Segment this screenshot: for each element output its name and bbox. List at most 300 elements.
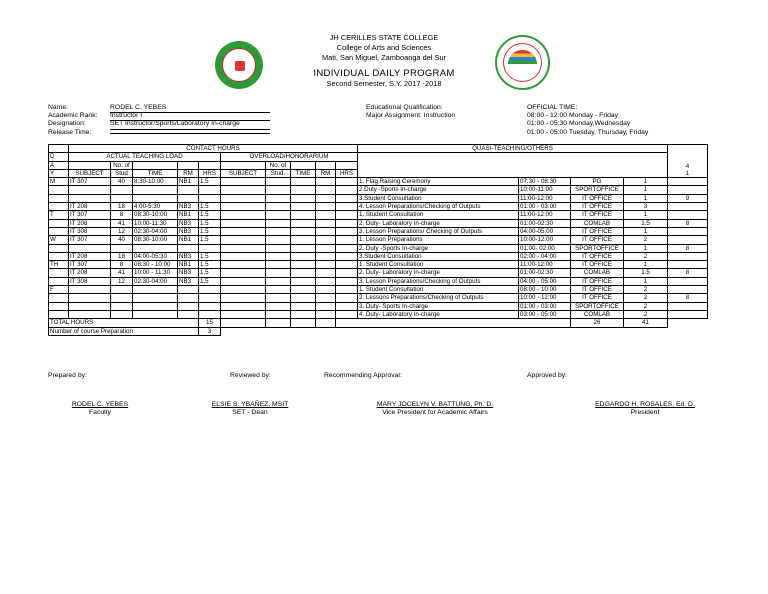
students-cell: 8: [111, 261, 133, 269]
activity-room-cell: IT OFFICE: [571, 227, 624, 235]
overload-cell: [291, 269, 316, 277]
overload-cell: [266, 203, 291, 211]
overload-cell: [221, 269, 266, 277]
overload-cell: [266, 294, 291, 302]
official-time-label: OFFICIAL TIME:: [527, 104, 578, 111]
activity-cell: 3.Student Consultation: [358, 252, 519, 260]
overload-cell: [221, 310, 266, 318]
table-row: [49, 286, 708, 294]
overload-cell: [316, 211, 336, 219]
overload-cell: [336, 294, 358, 302]
total-daily-cell: [668, 178, 708, 186]
time-cell: 02:30-04:00: [133, 227, 178, 235]
time-cell: [133, 186, 178, 194]
overload-cell: [221, 244, 266, 252]
subject-cell: IT 208: [69, 269, 111, 277]
total-daily-hours: 41: [624, 319, 668, 327]
overload-cell: [266, 227, 291, 235]
students-cell: [111, 286, 133, 294]
overload-cell: [291, 302, 316, 310]
table-row: [49, 252, 708, 260]
students-cell: 18: [111, 203, 133, 211]
overload-cell: [266, 286, 291, 294]
signatory-title: Vice President for Academic Affairs: [382, 409, 488, 416]
subject-cell: IT 308: [69, 277, 111, 285]
table-row: [49, 194, 708, 202]
overload-cell: [221, 194, 266, 202]
subject-cell: IT 208: [69, 252, 111, 260]
activity-cell: 3.Student Consultation: [358, 194, 519, 202]
overload-cell: [336, 194, 358, 202]
time-cell: 4:00-5:30: [133, 203, 178, 211]
activity-hours-cell: 1: [624, 227, 668, 235]
signatory-president: [570, 401, 720, 417]
faculty-info: [48, 104, 270, 137]
signatory-title: President: [630, 409, 660, 416]
activity-room-cell: IT OFFICE: [571, 294, 624, 302]
empty-cell: [266, 319, 291, 327]
activity-hours-cell: 1.5: [624, 219, 668, 227]
overload-cell: [336, 252, 358, 260]
day-cell: [49, 294, 69, 302]
activity-time-cell: 01:00 - 03:00: [519, 302, 571, 310]
signatory-name: RODEL C. YEBES: [71, 401, 129, 408]
overload-cell: [291, 194, 316, 202]
activity-hours-cell: 1: [624, 194, 668, 202]
overload-cell: [336, 203, 358, 211]
activity-room-cell: IT OFFICE: [571, 261, 624, 269]
time-cell: [133, 194, 178, 202]
overload-cell: [316, 227, 336, 235]
activity-cell: 2. Duty- Laboratory In-charge: [358, 269, 519, 277]
no-of-label: No. of: [111, 161, 133, 169]
total-daily-cell: [668, 302, 708, 310]
signatory-faculty: [40, 401, 160, 417]
activity-hours-cell: 2: [624, 252, 668, 260]
name-value: RODEL C. YEBES: [110, 104, 270, 113]
activity-time-cell: 04:00 - 05:00: [519, 277, 571, 285]
hours-cell: [199, 186, 221, 194]
subject-cell: IT 307: [69, 261, 111, 269]
total-hours-value: 15: [199, 319, 221, 327]
rank-value: Instructor I: [110, 112, 270, 121]
overload-cell: [266, 178, 291, 186]
time-cell: 08:30 - 10:00: [133, 261, 178, 269]
subject-cell: [69, 286, 111, 294]
activity-hours-cell: 3: [624, 203, 668, 211]
overload-cell: [336, 286, 358, 294]
activity-room-cell: SPORTOFFICE: [571, 186, 624, 194]
room-cell: [178, 186, 199, 194]
time-cell: 08:30-10:00: [133, 211, 178, 219]
activity-time-cell: 07:30 - 08:30: [519, 178, 571, 186]
day-cell: F: [49, 286, 69, 294]
room-cell: NB1: [178, 236, 199, 244]
overload-cell: [336, 302, 358, 310]
total-daily-cell: 8: [668, 244, 708, 252]
students-cell: [111, 186, 133, 194]
course-preparation-label: Number of course Preparation: [49, 327, 199, 335]
room-cell: NB3: [178, 203, 199, 211]
day-cell: [49, 186, 69, 194]
overload-cell: [336, 269, 358, 277]
activity-room-cell: IT OFFICE: [571, 277, 624, 285]
activity-hours-cell: 1: [624, 261, 668, 269]
signatory-title: SET - Dean: [232, 409, 268, 416]
prepared-label: Prepared by:: [48, 372, 87, 379]
activity-time-cell: 11:00-12:00: [519, 261, 571, 269]
students-cell: 8: [111, 211, 133, 219]
room-cell: NB1: [178, 178, 199, 186]
students-cell: 12: [111, 277, 133, 285]
overload-cell: [266, 211, 291, 219]
overload-cell: [316, 286, 336, 294]
time-header: TIME: [133, 169, 178, 177]
day-cell: [49, 194, 69, 202]
overload-cell: [291, 310, 316, 318]
hours-cell: [199, 194, 221, 202]
activity-cell: 1. Student Consultation: [358, 286, 519, 294]
total-daily-hours-header: 4 1: [668, 145, 708, 178]
signatory-vpaa: [345, 401, 525, 417]
ol-hrs-header: HRS: [336, 169, 358, 177]
subject-cell: IT 308: [69, 227, 111, 235]
activity-cell: 3. Lesson Preparations/Checking of Outputs: [358, 277, 519, 285]
table-row: [49, 203, 708, 211]
table-row: [49, 277, 708, 285]
table-row: [49, 211, 708, 219]
activity-hours-cell: 1: [624, 186, 668, 194]
total-daily-cell: 8: [668, 294, 708, 302]
total-daily-cell: [668, 286, 708, 294]
overload-cell: [336, 244, 358, 252]
hours-cell: 1.5: [199, 178, 221, 186]
total-daily-cell: [668, 236, 708, 244]
overload-cell: [221, 178, 266, 186]
signatory-title: Faculty: [89, 409, 111, 416]
activity-time-cell: 08:00 - 10:00: [519, 286, 571, 294]
course-preparation-value: 3: [199, 327, 221, 335]
subject-cell: [69, 310, 111, 318]
total-daily-cell: [668, 277, 708, 285]
activity-room-cell: IT OFFICE: [571, 286, 624, 294]
subject-cell: IT 307: [69, 236, 111, 244]
contact-hours-header: CONTACT HOURS: [69, 145, 358, 153]
activity-cell: 4. Lesson Preparations/Checking of Outputs: [358, 203, 519, 211]
activity-hours-cell: 1.5: [624, 269, 668, 277]
day-cell: [49, 302, 69, 310]
time-cell: 02:30-04:00: [133, 277, 178, 285]
overload-cell: [221, 236, 266, 244]
activity-cell: 2. Duty -Sports In-charge: [358, 244, 519, 252]
hours-cell: 1.5: [199, 219, 221, 227]
hours-cell: [199, 294, 221, 302]
room-cell: [178, 194, 199, 202]
table-row: [49, 219, 708, 227]
activity-cell: 4. Duty- Laboratory In-charge: [358, 310, 519, 318]
time-cell: [133, 294, 178, 302]
hours-cell: [199, 302, 221, 310]
activity-hours-cell: 2: [624, 286, 668, 294]
room-cell: [178, 310, 199, 318]
college-name: College of Arts and Sciences: [336, 43, 432, 52]
students-cell: [111, 244, 133, 252]
hrs-header: HRS: [199, 169, 221, 177]
table-row: [49, 261, 708, 269]
total-daily-cell: 9: [668, 194, 708, 202]
overload-cell: [221, 219, 266, 227]
students-cell: [111, 310, 133, 318]
overload-cell: [336, 277, 358, 285]
day-cell: [49, 203, 69, 211]
overload-cell: [316, 294, 336, 302]
name-label: Name:: [48, 104, 69, 111]
total-hours-label: TOTAL HOURS: [49, 319, 199, 327]
total-daily-cell: [668, 310, 708, 318]
overload-cell: [266, 194, 291, 202]
hours-cell: 1.5: [199, 261, 221, 269]
qualification-info: [366, 104, 455, 120]
overload-cell: [316, 302, 336, 310]
activity-cell: 3. Lesson Preparations/ Checking of Outputs: [358, 227, 519, 235]
activity-cell: 1. Lesson Preparations: [358, 236, 519, 244]
hours-cell: 1.5: [199, 236, 221, 244]
total-daily-cell: [668, 261, 708, 269]
activity-hours-cell: 2: [624, 294, 668, 302]
overload-cell: [291, 219, 316, 227]
school-address: Mati, San Miguel, Zamboanga del Sur: [321, 53, 447, 62]
subject-cell: IT 208: [69, 203, 111, 211]
overload-cell: [221, 277, 266, 285]
table-row: [49, 244, 708, 252]
time-cell: 10:00 - 11:30: [133, 269, 178, 277]
day-cell: [49, 310, 69, 318]
table-row: [49, 269, 708, 277]
students-cell: 40: [111, 178, 133, 186]
activity-hours-cell: 1: [624, 244, 668, 252]
activity-time-cell: 10:00-12:00: [519, 236, 571, 244]
activity-time-cell: 03:00 - 05:00: [519, 310, 571, 318]
overload-cell: [316, 310, 336, 318]
empty-cell: [336, 319, 571, 327]
subject-cell: [69, 294, 111, 302]
overload-cell: [316, 219, 336, 227]
activity-time-cell: 01:00-02:30: [519, 269, 571, 277]
students-cell: 40: [111, 236, 133, 244]
students-cell: 18: [111, 252, 133, 260]
overload-cell: [291, 178, 316, 186]
stud-header: Stud: [111, 169, 133, 177]
overload-cell: [221, 186, 266, 194]
total-daily-cell: [668, 211, 708, 219]
designation-label: Designation:: [48, 120, 86, 128]
quasi-teaching-header: QUASI-TEACHING/OTHERS: [358, 145, 668, 153]
total-daily-cell: [668, 186, 708, 194]
students-cell: [111, 294, 133, 302]
activity-cell: 2. Duty- Laboratory In-charge: [358, 219, 519, 227]
activity-hours-cell: 2: [624, 310, 668, 318]
major-label: Major Assignment: Instruction: [366, 112, 456, 120]
overload-cell: [291, 227, 316, 235]
overload-cell: [291, 252, 316, 260]
activity-room-cell: IT OFFICE: [571, 252, 624, 260]
hours-cell: 1.5: [199, 211, 221, 219]
hours-cell: 1.5: [199, 227, 221, 235]
activity-cell: 2.Duty -Sports In-charge: [358, 186, 519, 194]
time-cell: 10:00-11:30: [133, 219, 178, 227]
room-cell: [178, 294, 199, 302]
document-header: [0, 33, 768, 89]
activity-time-cell: 11:00-12:00: [519, 211, 571, 219]
activity-room-cell: COMLAB: [571, 269, 624, 277]
students-cell: 41: [111, 269, 133, 277]
activity-room-cell: IT OFFICE: [571, 203, 624, 211]
activity-hours-cell: 1: [624, 277, 668, 285]
overload-cell: [221, 211, 266, 219]
overload-cell: [266, 186, 291, 194]
recommending-label: Recommending Approval:: [324, 372, 402, 379]
hours-cell: [199, 310, 221, 318]
day-cell: TH: [49, 261, 69, 269]
overload-cell: [336, 227, 358, 235]
overload-cell: [221, 294, 266, 302]
overload-cell: [291, 294, 316, 302]
reviewed-label: Reviewed by:: [230, 372, 271, 379]
room-cell: NB3: [178, 227, 199, 235]
activity-time-cell: 10:00 - 12:00: [519, 294, 571, 302]
overload-cell: [221, 227, 266, 235]
activity-cell: 1. Flag Raising Ceremony: [358, 178, 519, 186]
room-cell: NB1: [178, 261, 199, 269]
activity-room-cell: SPORTOFFICE: [571, 302, 624, 310]
total-daily-cell: [668, 227, 708, 235]
overload-cell: [336, 178, 358, 186]
activity-time-cell: 01:00-02:30: [519, 219, 571, 227]
overload-cell: [221, 252, 266, 260]
overload-cell: [266, 277, 291, 285]
hours-cell: [199, 244, 221, 252]
official-time-3: 01:00 - 05:00 Tuesday, Thursday, Friday: [527, 128, 649, 136]
subject-cell: IT 307: [69, 211, 111, 219]
overload-cell: [266, 269, 291, 277]
overload-cell: [336, 186, 358, 194]
room-cell: NB1: [178, 211, 199, 219]
table-row: [49, 236, 708, 244]
overload-cell: [266, 219, 291, 227]
day-header-y: Y: [49, 169, 69, 177]
program-title: INDIVIDUAL DAILY PROGRAM: [313, 68, 455, 79]
total-daily-cell: 8: [668, 269, 708, 277]
rank-label: Academic Rank:: [48, 112, 98, 120]
room-cell: NB3: [178, 219, 199, 227]
approved-label: Approved by:: [527, 372, 568, 379]
students-cell: 41: [111, 219, 133, 227]
subject-cell: [69, 302, 111, 310]
activity-cell: 1. Student Consultation: [358, 211, 519, 219]
total-daily-cell: 8: [668, 219, 708, 227]
total-quasi-hours: 26: [571, 319, 624, 327]
room-cell: [178, 286, 199, 294]
time-cell: [133, 302, 178, 310]
subject-header: SUBJECT: [69, 169, 111, 177]
day-cell: [49, 277, 69, 285]
overload-cell: [266, 310, 291, 318]
day-cell: [49, 244, 69, 252]
total-daily-cell: [668, 252, 708, 260]
table-row: [49, 178, 708, 186]
designation-value: SET Instructor/Sports/Laboratory In-charge: [110, 120, 270, 129]
subject-cell: [69, 244, 111, 252]
table-row: [49, 302, 708, 310]
activity-time-cell: 01:00 - 03:00: [519, 203, 571, 211]
table-row: [49, 186, 708, 194]
signature-labels: [48, 372, 728, 381]
activity-hours-cell: 2: [624, 236, 668, 244]
day-cell: [49, 227, 69, 235]
students-cell: [111, 194, 133, 202]
room-cell: NB3: [178, 269, 199, 277]
time-cell: [133, 244, 178, 252]
overload-cell: [266, 236, 291, 244]
overload-cell: [316, 252, 336, 260]
hours-cell: 1.5: [199, 269, 221, 277]
day-cell: [49, 269, 69, 277]
hours-cell: 1.5: [199, 252, 221, 260]
room-cell: NB3: [178, 252, 199, 260]
activity-cell: 3. Duty- Sports In-charge: [358, 302, 519, 310]
ol-rm-header: RM: [316, 169, 336, 177]
overload-cell: [336, 236, 358, 244]
official-time-1: 08:00 - 12:00 Monday - Friday: [527, 112, 619, 120]
overload-cell: [221, 286, 266, 294]
hours-cell: 1.5: [199, 277, 221, 285]
schedule-table: [48, 144, 708, 336]
overload-cell: [316, 203, 336, 211]
activity-time-cell: 02:00 - 04:00: [519, 252, 571, 260]
time-cell: 04:00-05:30: [133, 252, 178, 260]
overload-cell: [336, 261, 358, 269]
overload-cell: [291, 244, 316, 252]
course-preparation-row: [49, 327, 708, 335]
table-row: [49, 310, 708, 318]
students-cell: 12: [111, 227, 133, 235]
overload-cell: [316, 261, 336, 269]
overload-cell: [316, 194, 336, 202]
signatory-name: MARY JOCELYN V. BATTUNG, Ph. D.: [376, 401, 494, 408]
overload-cell: [291, 286, 316, 294]
signatory-dean: [180, 401, 320, 417]
room-cell: [178, 244, 199, 252]
table-row: [49, 294, 708, 302]
time-cell: 8:30-10:00: [133, 178, 178, 186]
overload-cell: [291, 203, 316, 211]
overload-cell: [316, 244, 336, 252]
activity-time-cell: 04:00-05:00: [519, 227, 571, 235]
overload-cell: [291, 236, 316, 244]
overload-cell: [266, 252, 291, 260]
activity-room-cell: COMLAB: [571, 310, 624, 318]
day-cell: T: [49, 211, 69, 219]
activity-room-cell: IT OFFICE: [571, 211, 624, 219]
semester: Second Semester, S.Y. 2017 -2018: [326, 79, 442, 88]
activity-hours-cell: 2: [624, 302, 668, 310]
activity-room-cell: SPORTOFFICE: [571, 244, 624, 252]
total-hours-row: [49, 319, 708, 327]
day-header-d: D: [49, 153, 69, 161]
table-row: [49, 227, 708, 235]
overload-header: OVERLOAD/HONORARIUM: [221, 153, 358, 161]
overload-cell: [336, 310, 358, 318]
